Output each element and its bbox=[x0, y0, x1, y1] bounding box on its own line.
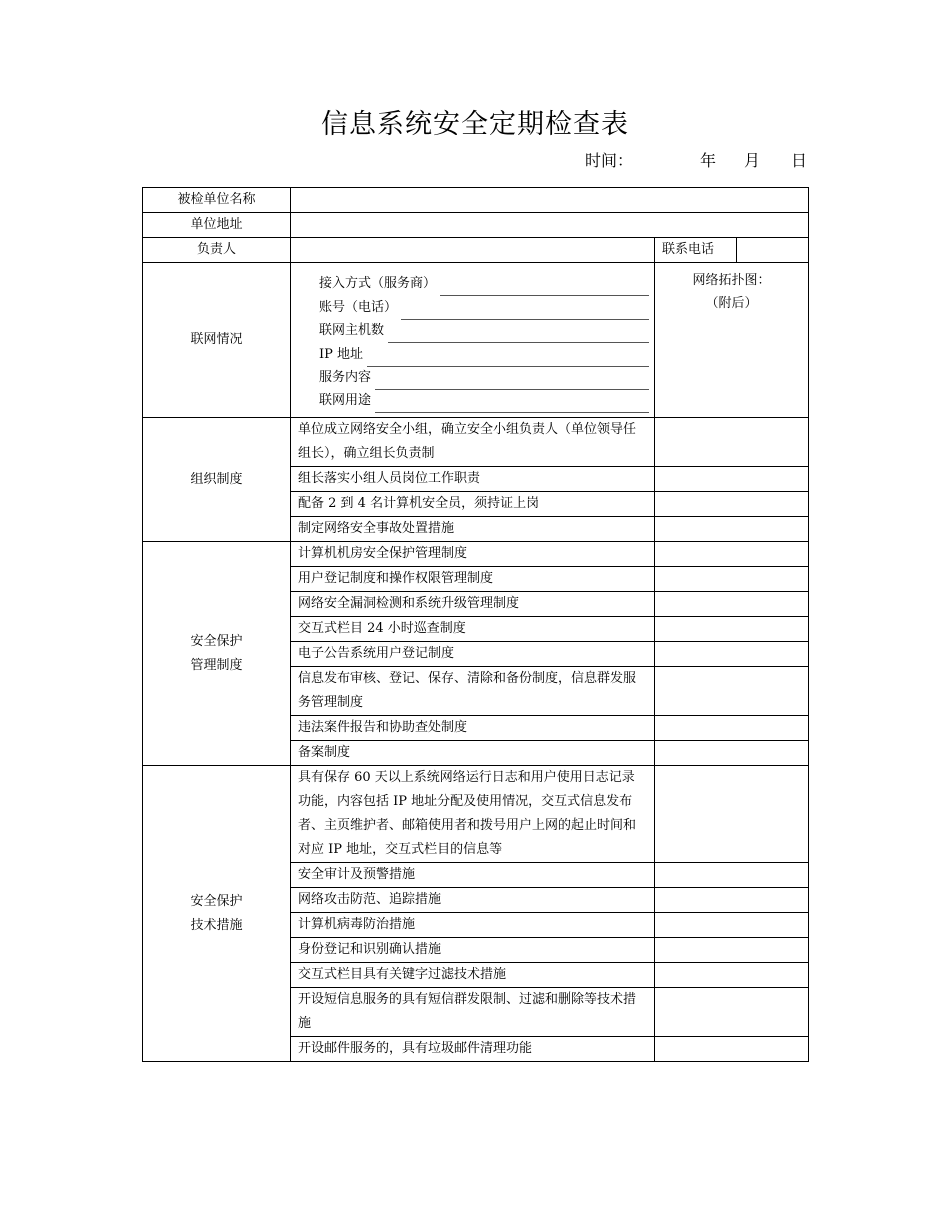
network-line-label: IP 地址 bbox=[319, 346, 364, 362]
phone-label: 联系电话 bbox=[655, 238, 737, 263]
year-label: 年 bbox=[700, 151, 717, 170]
checklist-item: 身份登记和识别确认措施 bbox=[291, 938, 655, 963]
section-label-line: 技术措施 bbox=[190, 917, 243, 933]
network-line-label: 联网用途 bbox=[319, 393, 372, 409]
network-line-blank[interactable] bbox=[440, 281, 649, 296]
day-label: 日 bbox=[791, 151, 808, 170]
section-label bbox=[143, 418, 291, 542]
checklist-item: 计算机机房安全保护管理制度 bbox=[291, 542, 655, 567]
checklist-item: 计算机病毒防治措施 bbox=[291, 913, 655, 938]
checklist-result-field[interactable] bbox=[655, 467, 809, 492]
section-label bbox=[143, 766, 291, 1062]
checklist-item: 制定网络安全事故处置措施 bbox=[291, 517, 655, 542]
network-line-label: 服务内容 bbox=[319, 369, 372, 385]
person-field[interactable] bbox=[291, 238, 655, 263]
checklist-item: 备案制度 bbox=[291, 741, 655, 766]
checklist-item: 用户登记制度和操作权限管理制度 bbox=[291, 567, 655, 592]
network-line-label: 账号（电话） bbox=[319, 299, 398, 315]
checklist-item: 具有保存 60 天以上系统网络运行日志和用户使用日志记录功能，内容包括 IP 地址分配及使用情况，交互式信息发布者、主页维护者、邮箱使用者和拨号用户上网的起止时间和对应 IP 地址，交互式栏目的信息等 bbox=[291, 766, 655, 863]
unit-address-label: 单位地址 bbox=[143, 213, 291, 238]
network-line bbox=[319, 296, 654, 319]
checklist-row bbox=[143, 542, 809, 567]
checklist-item: 交互式栏目 24 小时巡查制度 bbox=[291, 617, 655, 642]
checklist-result-field[interactable] bbox=[655, 667, 809, 716]
date-label: 时间： bbox=[585, 151, 634, 170]
section-label-line: 管理制度 bbox=[190, 657, 243, 673]
unit-name-field[interactable] bbox=[291, 188, 809, 213]
checklist-item: 组长落实小组人员岗位工作职责 bbox=[291, 467, 655, 492]
checklist-item: 配备 2 到 4 名计算机安全员，须持证上岗 bbox=[291, 492, 655, 517]
network-line-label: 接入方式（服务商） bbox=[319, 276, 437, 292]
checklist-result-field[interactable] bbox=[655, 988, 809, 1037]
person-row bbox=[143, 238, 809, 263]
checklist-result-field[interactable] bbox=[655, 418, 809, 467]
network-line bbox=[319, 320, 654, 343]
network-line-label: 联网主机数 bbox=[319, 323, 385, 339]
page-title: 信息系统安全定期检查表 bbox=[321, 109, 629, 140]
topology-cell bbox=[655, 263, 809, 418]
checklist-result-field[interactable] bbox=[655, 642, 809, 667]
month-label: 月 bbox=[744, 151, 761, 170]
network-label: 联网情况 bbox=[143, 263, 291, 418]
network-line bbox=[319, 367, 654, 390]
checklist-result-field[interactable] bbox=[655, 888, 809, 913]
checklist-result-field[interactable] bbox=[655, 863, 809, 888]
checklist-result-field[interactable] bbox=[655, 542, 809, 567]
checklist-result-field[interactable] bbox=[655, 716, 809, 741]
checklist-result-field[interactable] bbox=[655, 592, 809, 617]
checklist-result-field[interactable] bbox=[655, 913, 809, 938]
network-line-blank[interactable] bbox=[375, 375, 649, 390]
checklist-row bbox=[143, 418, 809, 467]
date-line bbox=[585, 148, 810, 171]
network-details bbox=[291, 263, 655, 418]
inspection-table bbox=[142, 187, 809, 1062]
unit-name-label: 被检单位名称 bbox=[143, 188, 291, 213]
checklist-row bbox=[143, 766, 809, 863]
network-row bbox=[143, 263, 809, 418]
section-label-line: 组织制度 bbox=[190, 471, 243, 487]
checklist-result-field[interactable] bbox=[655, 766, 809, 863]
network-line bbox=[319, 343, 654, 366]
section-label-line: 安全保护 bbox=[190, 893, 243, 909]
network-line bbox=[319, 273, 654, 296]
checklist-item: 开设短信息服务的具有短信群发限制、过滤和删除等技术措施 bbox=[291, 988, 655, 1037]
section-label bbox=[143, 542, 291, 766]
checklist-result-field[interactable] bbox=[655, 1037, 809, 1062]
network-line-blank[interactable] bbox=[388, 328, 649, 343]
checklist-item: 交互式栏目具有关键字过滤技术措施 bbox=[291, 963, 655, 988]
topology-label: 网络拓扑图： bbox=[692, 273, 771, 288]
section-label-line: 安全保护 bbox=[190, 633, 243, 649]
checklist-result-field[interactable] bbox=[655, 617, 809, 642]
phone-field[interactable] bbox=[737, 238, 809, 263]
network-line-blank[interactable] bbox=[367, 352, 649, 367]
checklist-result-field[interactable] bbox=[655, 938, 809, 963]
checklist-item: 安全审计及预警措施 bbox=[291, 863, 655, 888]
person-label: 负责人 bbox=[143, 238, 291, 263]
checklist-item: 网络安全漏洞检测和系统升级管理制度 bbox=[291, 592, 655, 617]
checklist-item: 电子公告系统用户登记制度 bbox=[291, 642, 655, 667]
unit-address-row bbox=[143, 213, 809, 238]
checklist-item: 单位成立网络安全小组，确立安全小组负责人（单位领导任组长），确立组长负责制 bbox=[291, 418, 655, 467]
checklist-result-field[interactable] bbox=[655, 492, 809, 517]
topology-note: （附后） bbox=[705, 296, 758, 311]
checklist-result-field[interactable] bbox=[655, 517, 809, 542]
network-line-blank[interactable] bbox=[401, 305, 649, 320]
network-line-blank[interactable] bbox=[375, 398, 649, 413]
checklist-result-field[interactable] bbox=[655, 741, 809, 766]
checklist-item: 信息发布审核、登记、保存、清除和备份制度，信息群发服务管理制度 bbox=[291, 667, 655, 716]
checklist-item: 违法案件报告和协助查处制度 bbox=[291, 716, 655, 741]
checklist-item: 网络攻击防范、追踪措施 bbox=[291, 888, 655, 913]
network-line bbox=[319, 390, 654, 413]
unit-name-row bbox=[143, 188, 809, 213]
checklist-result-field[interactable] bbox=[655, 963, 809, 988]
unit-address-field[interactable] bbox=[291, 213, 809, 238]
checklist-item: 开设邮件服务的，具有垃圾邮件清理功能 bbox=[291, 1037, 655, 1062]
checklist-result-field[interactable] bbox=[655, 567, 809, 592]
